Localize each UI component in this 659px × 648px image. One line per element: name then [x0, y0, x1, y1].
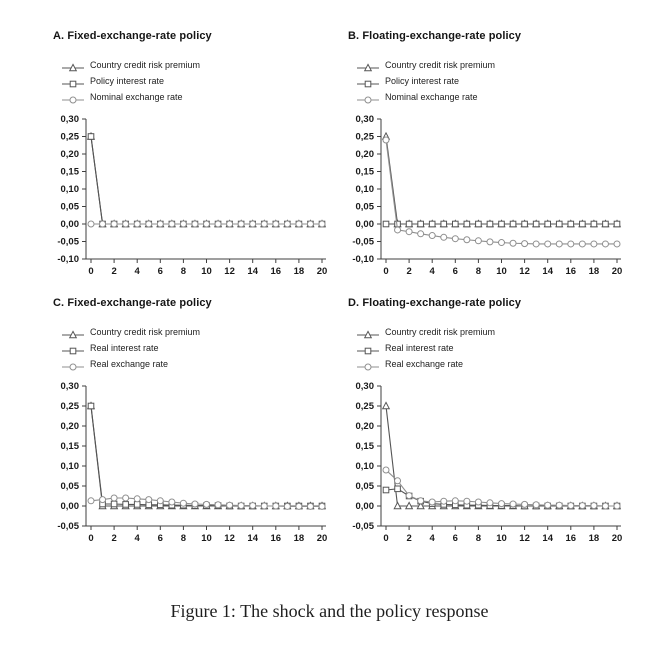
svg-text:6: 6 — [157, 533, 163, 544]
svg-text:14: 14 — [247, 266, 258, 277]
svg-text:8: 8 — [180, 266, 187, 277]
legend-label: Policy interest rate — [385, 76, 460, 86]
svg-text:-0,05: -0,05 — [352, 521, 374, 533]
svg-text:2: 2 — [406, 533, 412, 544]
legend-item — [356, 356, 495, 372]
svg-text:0,30: 0,30 — [60, 381, 79, 393]
svg-text:0,00: 0,00 — [355, 501, 374, 513]
svg-text:4: 4 — [134, 266, 140, 277]
legend-item — [61, 57, 200, 73]
legend-label: Real interest rate — [90, 343, 159, 353]
svg-text:0,20: 0,20 — [60, 149, 79, 161]
svg-text:0,00: 0,00 — [355, 219, 374, 231]
svg-text:8: 8 — [180, 533, 187, 544]
svg-text:0,00: 0,00 — [60, 501, 79, 513]
svg-text:0,25: 0,25 — [60, 401, 79, 413]
legend-label: Country credit risk premium — [90, 60, 201, 70]
circle-marker-icon — [61, 359, 85, 369]
svg-text:0: 0 — [383, 266, 389, 277]
legend-label: Nominal exchange rate — [90, 92, 183, 102]
svg-text:12: 12 — [224, 533, 235, 544]
panel-b-legend — [356, 57, 495, 105]
legend-item — [61, 73, 200, 89]
panel-a — [34, 30, 339, 292]
svg-text:0,25: 0,25 — [60, 131, 79, 143]
svg-text:0: 0 — [88, 533, 94, 544]
svg-text:0,25: 0,25 — [355, 401, 374, 413]
legend-item — [356, 324, 495, 340]
square-marker-icon — [61, 343, 85, 353]
legend-label: Real exchange rate — [90, 359, 169, 369]
svg-text:6: 6 — [157, 266, 163, 277]
panel-c — [34, 297, 339, 559]
legend-label: Policy interest rate — [90, 76, 165, 86]
svg-text:8: 8 — [475, 266, 482, 277]
svg-text:0,25: 0,25 — [355, 131, 374, 143]
panel-c-chart — [34, 374, 339, 556]
svg-text:0: 0 — [88, 266, 94, 277]
svg-text:0,20: 0,20 — [355, 421, 374, 433]
panel-b-title: B. Floating-exchange-rate policy — [348, 30, 522, 42]
svg-text:0,10: 0,10 — [355, 184, 374, 196]
svg-text:0: 0 — [383, 533, 389, 544]
panel-c-legend — [61, 324, 200, 372]
circle-marker-icon — [356, 359, 380, 369]
circle-marker-icon — [356, 92, 380, 102]
legend-label: Real exchange rate — [385, 359, 464, 369]
svg-text:-0,05: -0,05 — [57, 521, 79, 533]
legend-item — [356, 340, 495, 356]
svg-text:20: 20 — [316, 266, 328, 277]
svg-text:16: 16 — [270, 266, 282, 277]
panel-a-legend — [61, 57, 200, 105]
legend-label: Country credit risk premium — [385, 327, 496, 337]
svg-text:0,05: 0,05 — [60, 201, 79, 213]
svg-text:20: 20 — [611, 533, 623, 544]
legend-item — [61, 340, 200, 356]
svg-text:2: 2 — [406, 266, 412, 277]
svg-text:0,10: 0,10 — [355, 461, 374, 473]
svg-text:0,05: 0,05 — [355, 201, 374, 213]
svg-text:-0,05: -0,05 — [57, 236, 79, 248]
svg-text:0,00: 0,00 — [60, 219, 79, 231]
legend-item — [356, 57, 495, 73]
svg-text:0,20: 0,20 — [60, 421, 79, 433]
panel-d — [329, 297, 634, 559]
svg-text:2: 2 — [111, 266, 117, 277]
svg-text:12: 12 — [224, 266, 235, 277]
panel-a-chart — [34, 107, 339, 289]
svg-text:0,15: 0,15 — [355, 166, 374, 178]
triangle-marker-icon — [61, 60, 85, 70]
svg-text:8: 8 — [475, 533, 482, 544]
svg-text:14: 14 — [247, 533, 258, 544]
svg-text:0,15: 0,15 — [60, 441, 79, 453]
svg-text:0,05: 0,05 — [60, 481, 79, 493]
legend-item — [356, 89, 495, 105]
svg-text:10: 10 — [201, 266, 212, 277]
panel-d-legend — [356, 324, 495, 372]
square-marker-icon — [356, 343, 380, 353]
svg-text:4: 4 — [429, 533, 435, 544]
legend-label: Real interest rate — [385, 343, 454, 353]
svg-text:20: 20 — [316, 533, 328, 544]
svg-text:-0,10: -0,10 — [352, 254, 374, 266]
svg-text:-0,10: -0,10 — [57, 254, 79, 266]
svg-text:18: 18 — [293, 266, 305, 277]
svg-text:10: 10 — [496, 266, 507, 277]
legend-label: Country credit risk premium — [90, 327, 201, 337]
svg-text:0,30: 0,30 — [355, 114, 374, 126]
svg-text:16: 16 — [565, 266, 577, 277]
svg-text:6: 6 — [452, 533, 458, 544]
svg-text:0,10: 0,10 — [60, 461, 79, 473]
svg-text:12: 12 — [519, 533, 530, 544]
svg-text:0,10: 0,10 — [60, 184, 79, 196]
triangle-marker-icon — [356, 60, 380, 70]
svg-text:4: 4 — [134, 533, 140, 544]
svg-text:6: 6 — [452, 266, 458, 277]
svg-text:12: 12 — [519, 266, 530, 277]
svg-text:18: 18 — [293, 533, 305, 544]
panel-b — [329, 30, 634, 292]
triangle-marker-icon — [61, 327, 85, 337]
svg-text:0,05: 0,05 — [355, 481, 374, 493]
svg-text:10: 10 — [496, 533, 507, 544]
svg-text:-0,05: -0,05 — [352, 236, 374, 248]
legend-item — [356, 73, 495, 89]
square-marker-icon — [61, 76, 85, 86]
circle-marker-icon — [61, 92, 85, 102]
svg-text:2: 2 — [111, 533, 117, 544]
legend-label: Country credit risk premium — [385, 60, 496, 70]
svg-text:0,20: 0,20 — [355, 149, 374, 161]
legend-item — [61, 89, 200, 105]
figure-caption: Figure 1: The shock and the policy response — [170, 601, 489, 621]
svg-text:0,30: 0,30 — [355, 381, 374, 393]
panel-c-title: C. Fixed-exchange-rate policy — [53, 297, 212, 309]
svg-text:0,15: 0,15 — [355, 441, 374, 453]
legend-label: Nominal exchange rate — [385, 92, 478, 102]
square-marker-icon — [356, 76, 380, 86]
svg-text:16: 16 — [270, 533, 282, 544]
triangle-marker-icon — [356, 327, 380, 337]
panel-b-chart — [329, 107, 634, 289]
svg-text:0,15: 0,15 — [60, 166, 79, 178]
svg-text:16: 16 — [565, 533, 577, 544]
svg-text:14: 14 — [542, 266, 553, 277]
svg-text:14: 14 — [542, 533, 553, 544]
svg-text:18: 18 — [588, 266, 600, 277]
legend-item — [61, 324, 200, 340]
svg-text:4: 4 — [429, 266, 435, 277]
svg-text:10: 10 — [201, 533, 212, 544]
svg-text:20: 20 — [611, 266, 623, 277]
panel-d-title: D. Floating-exchange-rate policy — [348, 297, 522, 309]
panel-a-title: A. Fixed-exchange-rate policy — [53, 30, 212, 42]
panel-d-chart — [329, 374, 634, 556]
svg-text:0,30: 0,30 — [60, 114, 79, 126]
legend-item — [61, 356, 200, 372]
svg-text:18: 18 — [588, 533, 600, 544]
